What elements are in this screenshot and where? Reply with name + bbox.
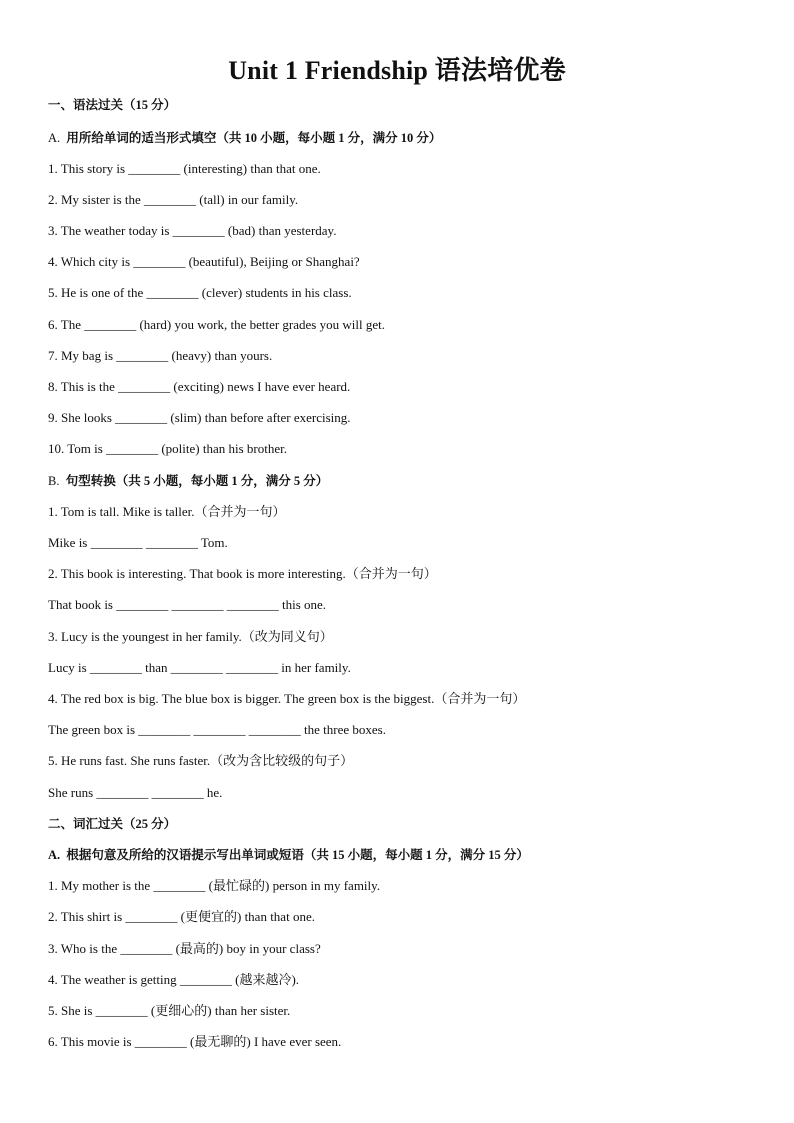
question-item: 9. She looks ________ (slim) than before after exercising. xyxy=(48,410,351,425)
question-item: 6. The ________ (hard) you work, the better grades you will get. xyxy=(48,317,385,332)
question-item: 4. The red box is big. The blue box is bigger. The green box is the biggest.（合并为一句） xyxy=(48,691,526,706)
question-item: 5. She is ________ (更细心的) than her sister. xyxy=(48,1003,291,1018)
part-a-label: A. xyxy=(48,131,61,145)
section-heading-vocabulary: 二、词汇过关（25 分） xyxy=(48,817,177,831)
question-item: 2. My sister is the ________ (tall) in our family. xyxy=(48,192,299,207)
page-title: Unit 1 Friendship 语法培优卷 xyxy=(228,56,566,85)
question-item: 1. This story is ________ (interesting) than that one. xyxy=(48,161,321,176)
answer-line: The green box is ________ ________ ________ the three boxes. xyxy=(48,722,386,737)
part-b-instruction-text: 句型转换（共 5 小题，每小题 1 分，满分 5 分） xyxy=(65,474,329,488)
part-a-instruction-text: 用所给单词的适当形式填空（共 10 小题，每小题 1 分，满分 10 分） xyxy=(66,131,442,145)
question-item: 6. This movie is ________ (最无聊的) I have ever seen. xyxy=(48,1034,342,1049)
part-a2-instruction xyxy=(48,846,754,864)
question-item: 1. My mother is the ________ (最忙碌的) person in my family. xyxy=(48,878,381,893)
question-item: 8. This is the ________ (exciting) news I have ever heard. xyxy=(48,379,351,394)
answer-line: She runs ________ ________ he. xyxy=(48,785,223,800)
answer-line: That book is ________ ________ ________ this one. xyxy=(48,597,327,612)
question-item: 4. Which city is ________ (beautiful), Beijing or Shanghai? xyxy=(48,254,360,269)
part-b-label: B. xyxy=(48,474,60,488)
question-item: 5. He is one of the ________ (clever) students in his class. xyxy=(48,285,352,300)
question-item: 3. The weather today is ________ (bad) than yesterday. xyxy=(48,223,337,238)
part-b-instruction xyxy=(48,472,754,490)
question-item: 5. He runs fast. She runs faster.（改为含比较级的句子） xyxy=(48,753,354,768)
answer-line: Mike is ________ ________ Tom. xyxy=(48,535,228,550)
question-item: 3. Who is the ________ (最高的) boy in your class? xyxy=(48,941,321,956)
question-item: 2. This book is interesting. That book is more interesting.（合并为一句） xyxy=(48,566,437,581)
question-item: 4. The weather is getting ________ (越来越冷). xyxy=(48,972,300,987)
question-item: 7. My bag is ________ (heavy) than yours. xyxy=(48,348,273,363)
answer-line: Lucy is ________ than ________ ________ in her family. xyxy=(48,660,351,675)
question-item: 1. Tom is tall. Mike is taller.（合并为一句） xyxy=(48,504,286,519)
part-a2-instruction-text: 根据句意及所给的汉语提示写出单词或短语（共 15 小题，每小题 1 分，满分 15 分） xyxy=(66,848,529,862)
question-item: 2. This shirt is ________ (更便宜的) than that one. xyxy=(48,909,315,924)
part-a2-label: A. xyxy=(48,848,61,862)
section-heading-grammar: 一、语法过关（15 分） xyxy=(48,98,177,112)
question-item: 3. Lucy is the youngest in her family.（改为同义句） xyxy=(48,629,333,644)
question-item: 10. Tom is ________ (polite) than his brother. xyxy=(48,441,287,456)
part-a-instruction xyxy=(48,129,754,147)
